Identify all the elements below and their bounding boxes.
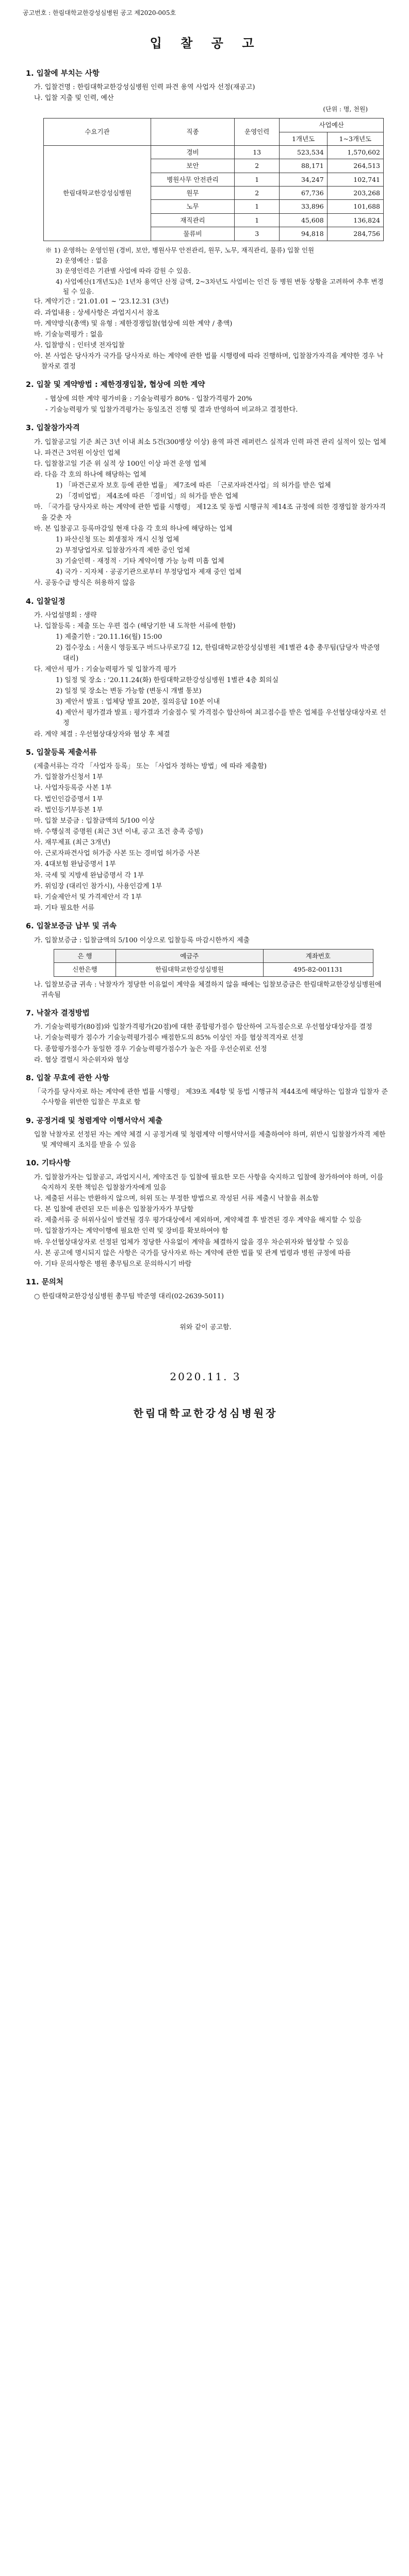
section-title: 10. 기타사항 — [26, 1159, 71, 1168]
paragraph: 사. 재무제표 (최근 3개년) — [34, 839, 110, 847]
paragraph: 나. 사업자등록증 사본 1부 — [34, 784, 112, 792]
table-header: 수요기관 — [44, 118, 151, 146]
paragraph: 바. 본 입찰공고 등록마감일 현재 다음 각 호의 하나에 해당하는 업체 — [34, 524, 233, 533]
paragraph: 사. 입찰방식 : 인터넷 전자입찰 — [34, 341, 125, 349]
table-cell: 1,570,602 — [327, 145, 383, 159]
note: 4) 사업예산(1개년도)은 1년차 용역단 산정 금액, 2~3차년도 사업비는 인건 등 병원 변동 상황을 고려하여 추후 변경될 수 있음. — [56, 277, 384, 295]
paragraph: 사. 공동수급 방식은 허용하지 않음 — [34, 579, 136, 587]
paragraph: 가. 입찰건명 : 한림대학교한강성심병원 인력 파견 용역 사업자 선정(재공고) — [34, 83, 255, 92]
table-cell: 3 — [234, 227, 279, 241]
table-cell: 물류비 — [151, 227, 234, 241]
paragraph: 3) 제안서 발표 : 업체당 발표 20분, 질의응답 10분 이내 — [56, 698, 220, 706]
section-title: 2. 입찰 및 계약방법 : 제한경쟁입찰, 협상에 의한 계약 — [26, 381, 205, 389]
table-header: 직종 — [151, 118, 234, 146]
paragraph: 「국가를 당사자로 하는 계약에 관한 법률 시행령」 제39조 제4항 및 동법 시행규칙 제44조에 해당하는 입찰과 입찰자 준수사항을 위반한 입찰은 무효로 함 — [34, 1088, 388, 1107]
paragraph: 다. 제안서 평가 : 기술능력평가 및 입찰가격 평가 — [34, 665, 177, 673]
table-cell: 노무 — [151, 200, 234, 213]
paragraph: 가. 입찰공고일 기준 최근 3년 이내 최소 5건(300병상 이상) 용역 파견 레퍼런스 실적과 인력 파견 관리 실적이 있는 업체 — [34, 438, 386, 446]
paragraph: 1) 파산신청 또는 회생절차 개시 신청 업체 — [56, 535, 179, 544]
table-cell: 102,741 — [327, 173, 383, 186]
paragraph: 4) 제안서 평가결과 발표 : 평가결과 기술점수 및 가격점수 합산하여 최고점수를 받은 업체를 우선협상대상자로 선정 — [56, 709, 386, 727]
paragraph: 아. 근로자파견사업 허가증 사본 또는 경비업 허가증 사본 — [34, 850, 200, 858]
paragraph: 나. 기술능력평가 점수가 기술능력평가점수 배점한도의 85% 이상인 자를 협상적격자로 선정 — [34, 1034, 304, 1042]
unit-label: (단위 : 명, 천원) — [323, 105, 368, 113]
paragraph: 나. 제출된 서류는 반환하지 않으며, 허위 또는 부정한 방법으로 작성된 서류 제출시 낙찰을 취소함 — [34, 1195, 319, 1203]
table-row — [44, 145, 384, 159]
closing-statement: 위와 같이 공고함. — [179, 1323, 232, 1331]
section-2 — [23, 379, 388, 415]
table-cell: 1 — [234, 213, 279, 227]
section-title: 6. 입찰보증금 납부 및 귀속 — [26, 922, 117, 931]
note: ※ 1) 운영하는 운영인원 (경비, 보안, 병원사무 안전관리, 원무, 노무, 재직관리, 물류) 입찰 인원 — [45, 246, 315, 254]
paragraph: 가. 기술능력평가(80점)와 입찰가격평가(20점)에 대한 종합평가점수 합산하여 고득점순으로 우선협상대상자를 결정 — [34, 1023, 372, 1031]
doc-number: 공고번호 : 한림대학교한강성심병원 공고 제2020-005호 — [23, 9, 176, 16]
section-title: 9. 공정거래 및 청렴계약 이행서약서 제출 — [26, 1116, 162, 1125]
paragraph: 나. 입찰등록 : 제출 또는 우편 접수 (해당기한 내 도착한 서류에 한함) — [34, 622, 236, 631]
table-header: 사업예산 — [280, 118, 384, 132]
note: 2) 운영예산 : 없음 — [56, 256, 108, 264]
paragraph: 타. 기술제안서 및 가격제안서 각 1부 — [34, 893, 142, 901]
paragraph: 2) 일정 및 장소는 변동 가능함 (변동시 개별 통보) — [56, 687, 202, 695]
section-8 — [23, 1073, 388, 1108]
table-cell: 523,534 — [280, 145, 327, 159]
table-cell: 한림대학교한강성심병원 — [116, 963, 264, 976]
section-4 — [23, 596, 388, 740]
table-cell: 신한은행 — [54, 963, 116, 976]
table-cell: 284,756 — [327, 227, 383, 241]
table-cell: 34,247 — [280, 173, 327, 186]
table-cell: 경비 — [151, 145, 234, 159]
table-cell: 보안 — [151, 159, 234, 173]
paragraph: 다. 계약기간 : '21.01.01 ~ '23.12.31 (3년) — [34, 298, 169, 306]
table-header: 1개년도 — [280, 132, 327, 145]
paragraph: 라. 협상 결렬시 차순위자와 협상 — [34, 1056, 129, 1064]
section-5 — [23, 747, 388, 913]
paragraph: 1) 「파견근로자 보호 등에 관한 법률」 제7조에 따른 「근로자파견사업」의 허가를 받은 업체 — [56, 482, 331, 490]
paragraph: 카. 위임장 (대리인 참가시), 사용인감계 1부 — [34, 882, 162, 890]
paragraph: 가. 입찰참가자는 입찰공고, 과업지시서, 계약조건 등 입찰에 필요한 모든 사항을 숙지하고 입찰에 참가하여야 하며, 이를 숙지하지 못한 책임은 입찰참가자에게 있음 — [34, 1173, 384, 1192]
paragraph: 1) 제출기한 : '20.11.16(월) 15:00 — [56, 633, 162, 641]
section-title: 11. 문의처 — [26, 1278, 63, 1287]
paragraph: 다. 종합평가점수가 동일한 경우 기술능력평가점수가 높은 자를 우선순위로 선정 — [34, 1045, 267, 1053]
paragraph: 라. 계약 체결 : 우선협상대상자와 협상 후 체결 — [34, 730, 170, 738]
section-10 — [23, 1158, 388, 1269]
table-header: 예금주 — [116, 949, 264, 962]
table-cell: 원무 — [151, 187, 234, 200]
table-cell: 67,736 — [280, 187, 327, 200]
bank-account-table — [54, 949, 373, 977]
table-cell: 495-82-001131 — [263, 963, 373, 976]
table-header: 은 행 — [54, 949, 116, 962]
table-cell: 2 — [234, 187, 279, 200]
paragraph: 마. 계약방식(총액) 및 유형 : 제한경쟁입찰(협상에 의한 계약 / 총액) — [34, 319, 233, 328]
section-3 — [23, 422, 388, 588]
paragraph: 나. 파견근 3억원 이상인 업체 — [34, 449, 121, 457]
section-11 — [23, 1277, 388, 1302]
section-1 — [23, 68, 388, 372]
paragraph: 사. 본 공고에 명시되지 않은 사항은 국가를 당사자로 하는 계약에 관한 법률 및 관계 법령과 병원 규정에 따름 — [34, 1249, 351, 1257]
paragraph: 가. 입찰참가신청서 1부 — [34, 773, 103, 782]
contact-info: ○ 한림대학교한강성심병원 총무팀 박준영 대리(02-2639-5011) — [34, 1292, 224, 1300]
paragraph: 나. 입찰보증금 귀속 : 낙찰자가 정당한 이유없이 계약을 체결하지 않을 때에는 입찰보증금은 한림대학교한강성심병원에 귀속됨 — [34, 980, 382, 999]
budget-table — [43, 118, 384, 241]
paragraph: 1) 일정 및 장소 : '20.11.24(화) 한림대학교한강성심병원 1별관 4층 회의실 — [56, 676, 279, 684]
table-cell: 재직관리 — [151, 213, 234, 227]
paragraph: 바. 기술능력평가 : 없음 — [34, 330, 103, 338]
paragraph: 바. 수행실적 증명원 (최근 3년 이내, 공고 조건 충족 증빙) — [34, 828, 203, 836]
table-cell: 병원사무 안전관리 — [151, 173, 234, 186]
section-9 — [23, 1115, 388, 1151]
table-cell: 한림대학교한강성심병원 — [44, 145, 151, 241]
table-cell: 33,896 — [280, 200, 327, 213]
section-6 — [23, 921, 388, 1001]
section-title: 7. 낙찰자 결정방법 — [26, 1009, 90, 1018]
table-cell: 203,268 — [327, 187, 383, 200]
section-title: 1. 입찰에 부치는 사항 — [26, 69, 100, 78]
table-header: 계좌번호 — [263, 949, 373, 962]
section-title: 5. 입찰등록 제출서류 — [26, 748, 97, 757]
section-7 — [23, 1008, 388, 1065]
paragraph: 나. 입찰 지출 및 인력, 예산 — [34, 94, 114, 103]
table-cell: 264,513 — [327, 159, 383, 173]
paragraph: 2) 접수장소 : 서울시 영등포구 버드나루로7길 12, 한림대학교한강성심병원 제1별관 4층 총무팀(담당자 박준영 대리) — [56, 644, 380, 663]
paragraph: 다. 본 입찰에 관련된 모든 비용은 입찰참가자가 부담함 — [34, 1206, 194, 1214]
table-cell: 1 — [234, 200, 279, 213]
paragraph: 다. 입찰참고일 기준 위 실적 상 100인 이상 파견 운영 업체 — [34, 460, 206, 468]
issuer-name: 한림대학교한강성심병원장 — [133, 1406, 278, 1419]
paragraph: 아. 본 사업은 당사자가 국가를 당사자로 하는 계약에 관한 법률 시행령에 따라 진행하며, 입찰참가자격을 계약한 경우 낙찰자로 결정 — [34, 352, 384, 371]
paragraph: - 기술능력평가 및 입찰가격평가는 동일조건 진행 및 결과 반영하여 비교하고 결정한다. — [45, 405, 298, 414]
paragraph: 다. 법인인감증명서 1부 — [34, 795, 103, 803]
table-cell: 101,688 — [327, 200, 383, 213]
paragraph: 차. 국세 및 지방세 완납증명서 각 1부 — [34, 871, 144, 879]
paragraph: 마. 「국가를 당사자로 하는 계약에 관한 법률 시행령」 제12조 및 동법 시행규칙 제14조 규정에 의한 경쟁입찰 참가자격을 갖춘 자 — [34, 503, 386, 522]
paragraph: 마. 입찰참가자는 계약이행에 필요한 인력 및 장비를 확보하여야 함 — [34, 1227, 228, 1235]
paragraph: (제출서류는 각각 「사업자 등록」 또는 「사업자 정하는 방법」에 따라 제출함) — [34, 762, 267, 771]
paragraph: 3) 기술인력 · 재정적 · 기타 계약이행 가능 능력 미흡 업체 — [56, 557, 224, 566]
paragraph: 4) 국가 · 지자체 · 공공기관으로부터 부정당업자 제재 중인 업체 — [56, 568, 242, 577]
paragraph: 2) 「경비업법」 제4조에 따른 「경비업」의 허가를 받은 업체 — [56, 493, 238, 501]
paragraph: 라. 과업내용 : 상세사항은 과업지시서 참조 — [34, 309, 159, 317]
announcement-date: 2020.11. 3 — [170, 1370, 241, 1383]
paragraph: 가. 입찰보증금 : 입찰금액의 5/100 이상으로 입찰등록 마감시한까지 제출 — [34, 936, 250, 944]
paragraph: 입찰 낙찰자로 선정된 자는 계약 체결 시 공정거래 및 청렴계약 이행서약서를 제출하여야 하며, 위반시 입찰참가자격 제한 및 계약해지 조치를 받을 수 있음 — [34, 1131, 386, 1149]
paragraph: 아. 기타 문의사항은 병원 총무팀으로 문의하시기 바람 — [34, 1260, 192, 1268]
paragraph: 라. 다음 각 호의 하나에 해당하는 업체 — [34, 471, 146, 479]
paragraph: 자. 4대보험 완납증명서 1부 — [34, 860, 116, 869]
paragraph: 2) 부정당업자로 입찰참가자격 제한 중인 업체 — [56, 546, 190, 554]
paragraph: - 협상에 의한 계약 평가비율 : 기술능력평가 80% · 입찰가격평가 20% — [45, 395, 252, 403]
table-cell: 1 — [234, 173, 279, 186]
section-title: 3. 입찰참가자격 — [26, 424, 80, 433]
paragraph: 라. 법인등기부등본 1부 — [34, 806, 103, 814]
table-cell: 13 — [234, 145, 279, 159]
paragraph: 가. 사업설명회 : 생략 — [34, 612, 97, 620]
table-header: 1~3개년도 — [327, 132, 383, 145]
table-row — [54, 963, 373, 976]
table-cell: 45,608 — [280, 213, 327, 227]
table-cell: 88,171 — [280, 159, 327, 173]
paragraph: 마. 입찰 보증금 : 입찰금액의 5/100 이상 — [34, 817, 155, 825]
table-cell: 94,818 — [280, 227, 327, 241]
table-cell: 2 — [234, 159, 279, 173]
table-header: 운영인력 — [234, 118, 279, 146]
note: 3) 운영인력은 기관별 사업에 따라 감원 수 있음. — [56, 267, 191, 275]
page-title: 입 찰 공 고 — [150, 35, 261, 50]
paragraph: 바. 우선협상대상자로 선정된 업체가 정당한 사유없이 계약을 체결하지 않을 경우 차순위자와 협상할 수 있음 — [34, 1238, 349, 1246]
table-cell: 136,824 — [327, 213, 383, 227]
section-title: 8. 입찰 무효에 관한 사항 — [26, 1074, 109, 1082]
paragraph: 라. 제출서류 중 허위사실이 발견될 경우 평가대상에서 제외하며, 계약체결 후 발견된 경우 계약을 해지할 수 있음 — [34, 1216, 362, 1225]
paragraph: 파. 기타 필요한 서류 — [34, 904, 94, 912]
section-title: 4. 입찰일정 — [26, 597, 66, 606]
